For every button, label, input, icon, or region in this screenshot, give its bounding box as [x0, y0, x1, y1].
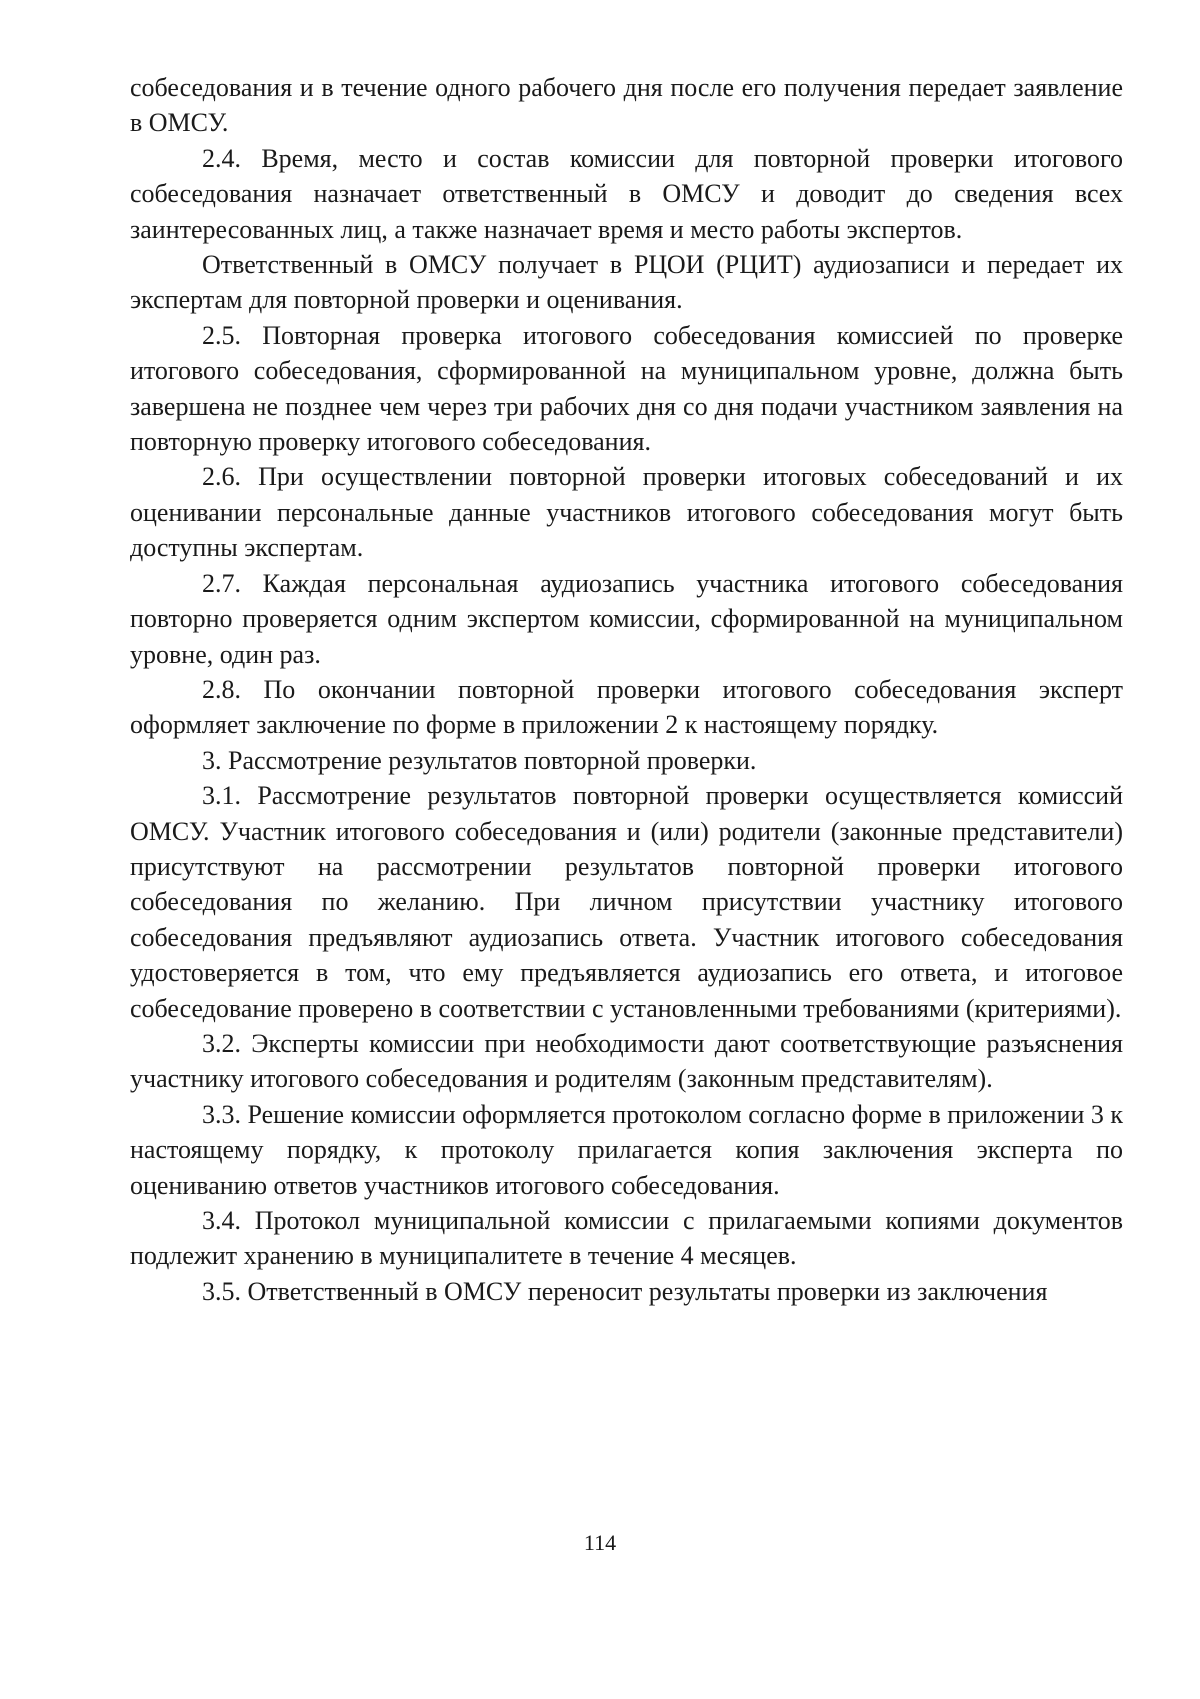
paragraph-3-3: 3.3. Решение комиссии оформляется протоколом согласно форме в приложении 3 к настоящему порядку, к протоколу прилагается копия заключения эксперта по оцениванию ответов участников итогового собеседования. [130, 1099, 1123, 1200]
paragraph-2-5: 2.5. Повторная проверка итогового собеседования комиссией по проверке итогового собеседования, сформированной на муниципальном уровне, должна быть завершена не позднее чем через три рабочих дня со дня подачи участником заявления на повторную проверку итогового собеседования. [130, 320, 1123, 457]
section-3-heading: 3. Рассмотрение результатов повторной проверки. [202, 745, 757, 775]
paragraph-continuation: собеседования и в течение одного рабочего дня после его получения передает заявление в ОМСУ. [130, 73, 1123, 138]
paragraph-3-1: 3.1. Рассмотрение результатов повторной проверки осуществляется комиссий ОМСУ. Участник итогового собеседования и (или) родители (законные представители) присутствуют на рассмотрении результатов повторной проверки итогового собеседования по желанию. При личном присутствии участнику итогового собеседования предъявляют аудиозапись ответа. Участник итогового собеседования удостоверяется в том, что ему предъявляется аудиозапись его ответа, и итоговое собеседование проверено в соответствии с установленными требованиями (критериями). [130, 781, 1123, 1023]
paragraph-3-2: 3.2. Эксперты комиссии при необходимости дают соответствующие разъяснения участнику итогового собеседования и родителям (законным представителям). [130, 1028, 1123, 1094]
paragraph-responsible: Ответственный в ОМСУ получает в РЦОИ (РЦИТ) аудиозаписи и передает их экспертам для повторной проверки и оценивания. [130, 250, 1123, 315]
page-number: 114 [583, 1530, 617, 1555]
paragraph-3-4: 3.4. Протокол муниципальной комиссии с прилагаемыми копиями документов подлежит хранению в муниципалитете в течение 4 месяцев. [130, 1206, 1123, 1271]
paragraph-2-4: 2.4. Время, место и состав комиссии для повторной проверки итогового собеседования назначает ответственный в ОМСУ и доводит до сведения всех заинтересованных лиц, а также назначает время и место работы экспертов. [130, 143, 1123, 244]
paragraph-2-7: 2.7. Каждая персональная аудиозапись участника итогового собеседования повторно проверяется одним экспертом комиссии, сформированной на муниципальном уровне, один раз. [130, 568, 1123, 669]
document-body [130, 70, 1123, 1309]
paragraph-3-5: 3.5. Ответственный в ОМСУ переносит результаты проверки из заключения [202, 1276, 1048, 1306]
paragraph-2-6: 2.6. При осуществлении повторной проверки итоговых собеседований и их оценивании персональные данные участников итогового собеседования могут быть доступны экспертам. [130, 462, 1123, 563]
paragraph-2-8: 2.8. По окончании повторной проверки итогового собеседования эксперт оформляет заключение по форме в приложении 2 к настоящему порядку. [130, 674, 1123, 740]
